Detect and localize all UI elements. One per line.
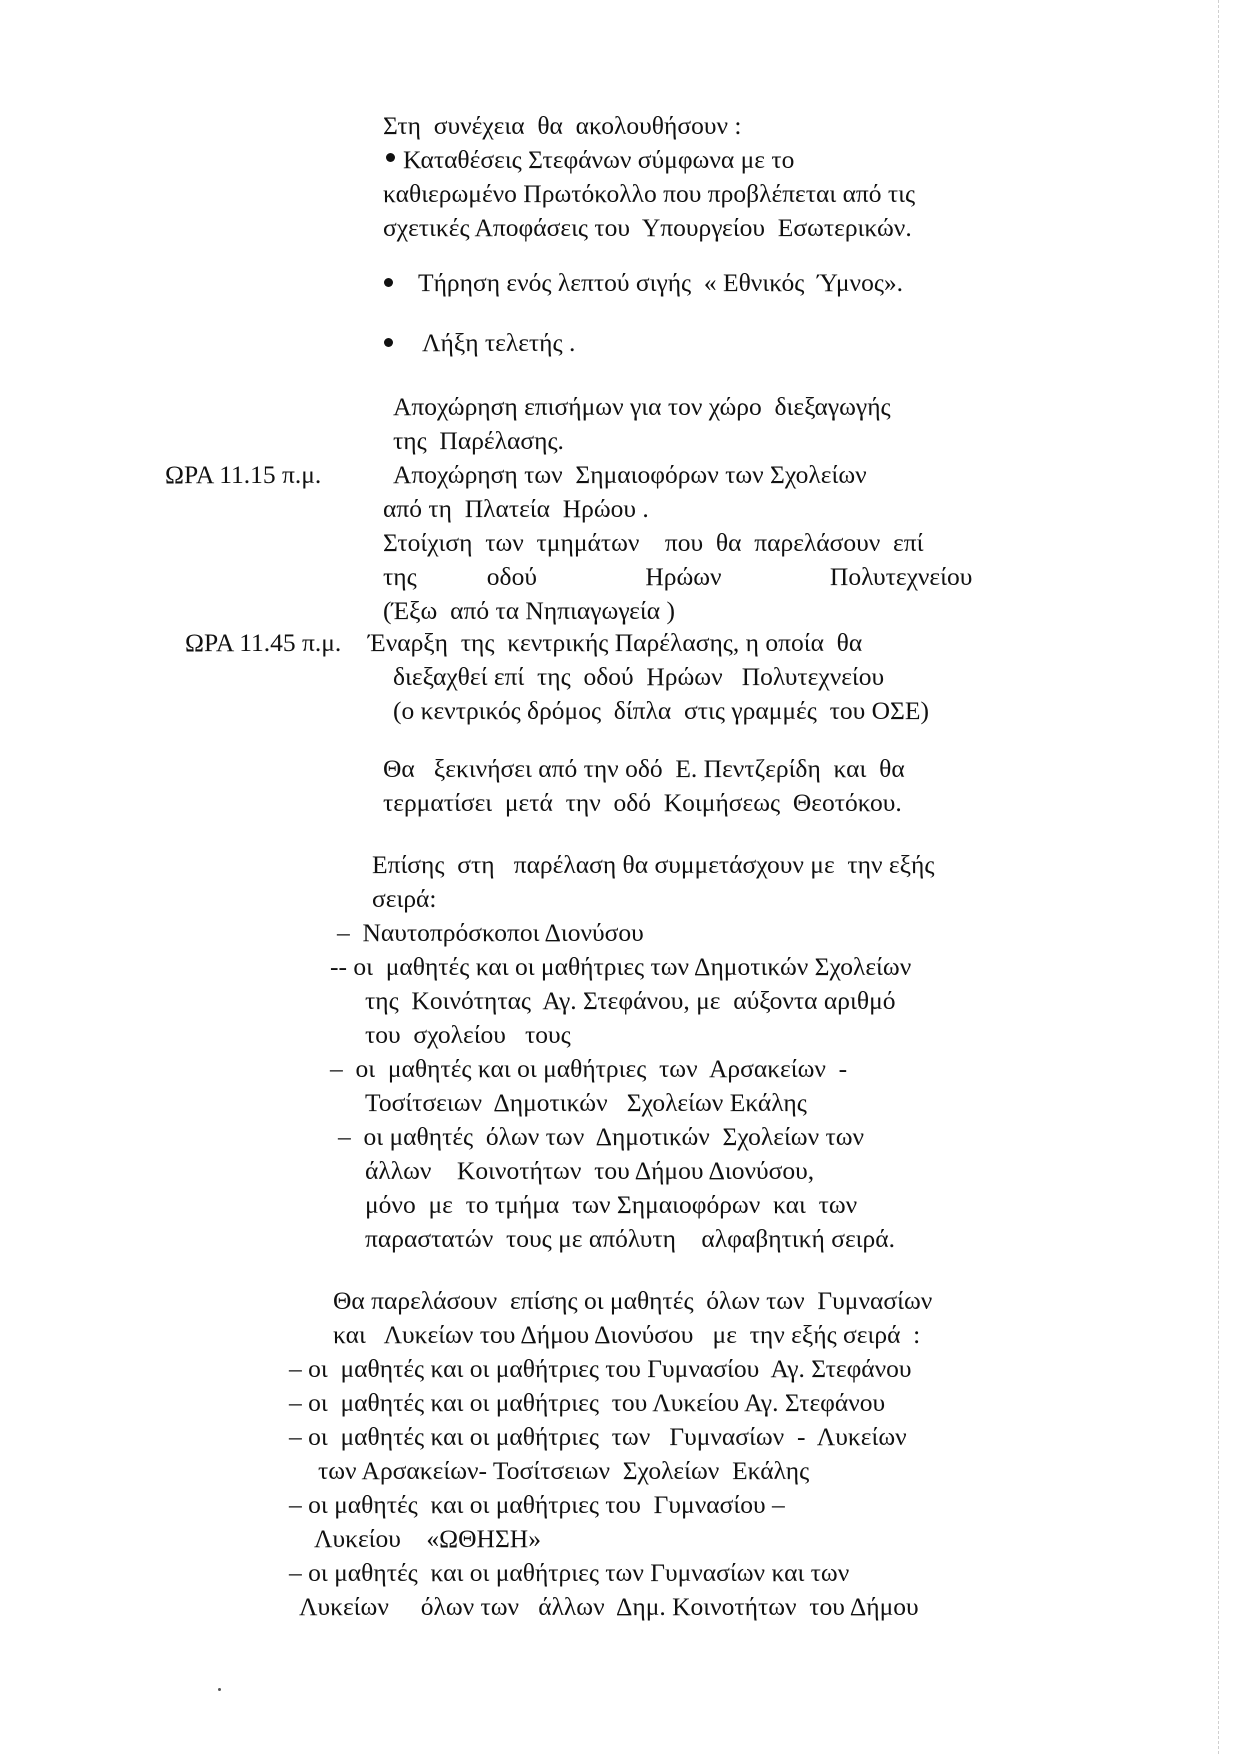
bullet-icon: [386, 153, 395, 162]
bullet-icon: [384, 338, 393, 347]
list-item: – οι μαθητές και οι μαθήτριες των Αρσακείων -: [330, 1054, 848, 1083]
list-item: – οι μαθητές και οι μαθήτριες των Γυμνασίων και των: [289, 1558, 850, 1587]
text-line: Έναρξη της κεντρικής Παρέλασης, η οποία θα: [368, 628, 863, 657]
bullet-icon: [384, 278, 393, 287]
text-line: Λήξη τελετής .: [422, 328, 576, 357]
list-item: – Ναυτοπρόσκοποι Διονύσου: [337, 918, 644, 947]
text-line: των Αρσακείων- Τοσίτσειων Σχολείων Εκάλης: [318, 1456, 810, 1485]
text-line: παραστατών τους με απόλυτη αλφαβητική σειρά.: [365, 1224, 895, 1253]
scan-margin-line: [1218, 0, 1219, 1754]
text-line: Τοσίτσειων Δημοτικών Σχολείων Εκάλης: [365, 1088, 807, 1117]
text-line: Αποχώρηση των Σημαιοφόρων των Σχολείων: [393, 460, 867, 489]
text-line: (ο κεντρικός δρόμος δίπλα στις γραμμές του ΟΣΕ): [393, 696, 929, 725]
text-line: Τήρηση ενός λεπτού σιγής « Εθνικός Ύμνος».: [418, 268, 904, 297]
text-line: Λυκείου «ΩΘΗΣΗ»: [314, 1524, 541, 1553]
list-item: – οι μαθητές και οι μαθήτριες του Λυκείου Αγ. Στεφάνου: [289, 1388, 886, 1417]
text-line: τερματίσει μετά την οδό Κοιμήσεως Θεοτόκου.: [383, 788, 902, 817]
text-line: (Έξω από τα Νηπιαγωγεία ): [383, 596, 675, 625]
text-line: Επίσης στη παρέλαση θα συμμετάσχουν με την εξής: [372, 850, 935, 879]
time-label: ΩΡΑ 11.45 π.μ.: [185, 628, 342, 657]
list-item: – οι μαθητές και οι μαθήτριες των Γυμνασίων - Λυκείων: [289, 1422, 907, 1451]
text-line: μόνο με το τμήμα των Σημαιοφόρων και των: [365, 1190, 858, 1219]
text-line: Λυκείων όλων των άλλων Δημ. Κοινοτήτων του Δήμου: [299, 1592, 919, 1621]
text-line: Στη συνέχεια θα ακολουθήσουν :: [383, 111, 742, 140]
text-line: του σχολείου τους: [365, 1020, 571, 1049]
text-line: Θα ξεκινήσει από την οδό Ε. Πεντζερίδη και θα: [383, 754, 905, 783]
scan-speck: [218, 1688, 221, 1691]
text-line: καθιερωμένο Πρωτόκολλο που προβλέπεται από τις: [383, 179, 916, 208]
text-line: της Παρέλασης.: [393, 426, 564, 455]
list-item: – οι μαθητές και οι μαθήτριες του Γυμνασίου Αγ. Στεφάνου: [289, 1354, 912, 1383]
text-line: Καταθέσεις Στεφάνων σύμφωνα με το: [403, 145, 795, 174]
text-line: της Κοινότητας Αγ. Στεφάνου, με αύξοντα αριθμό: [365, 986, 896, 1015]
list-item: -- οι μαθητές και οι μαθήτριες των Δημοτικών Σχολείων: [330, 952, 912, 981]
text-line: από τη Πλατεία Ηρώου .: [383, 494, 649, 523]
list-item: – οι μαθητές και οι μαθήτριες του Γυμνασίου –: [289, 1490, 785, 1519]
text-line: σχετικές Αποφάσεις του Υπουργείου Εσωτερικών.: [383, 213, 912, 242]
text-line: της οδού Ηρώων Πολυτεχνείου: [383, 562, 973, 591]
text-line: άλλων Κοινοτήτων του Δήμου Διονύσου,: [365, 1156, 815, 1185]
text-line: Θα παρελάσουν επίσης οι μαθητές όλων των Γυμνασίων: [333, 1286, 933, 1315]
list-item: – οι μαθητές όλων των Δημοτικών Σχολείων των: [338, 1122, 865, 1151]
time-label: ΩΡΑ 11.15 π.μ.: [165, 460, 322, 489]
text-line: και Λυκείων του Δήμου Διονύσου με την εξής σειρά :: [333, 1320, 921, 1349]
text-line: Αποχώρηση επισήμων για τον χώρο διεξαγωγής: [393, 392, 891, 421]
text-line: Στοίχιση των τμημάτων που θα παρελάσουν επί: [383, 528, 924, 557]
text-line: σειρά:: [372, 884, 437, 913]
text-line: διεξαχθεί επί της οδού Ηρώων Πολυτεχνείου: [393, 662, 885, 691]
